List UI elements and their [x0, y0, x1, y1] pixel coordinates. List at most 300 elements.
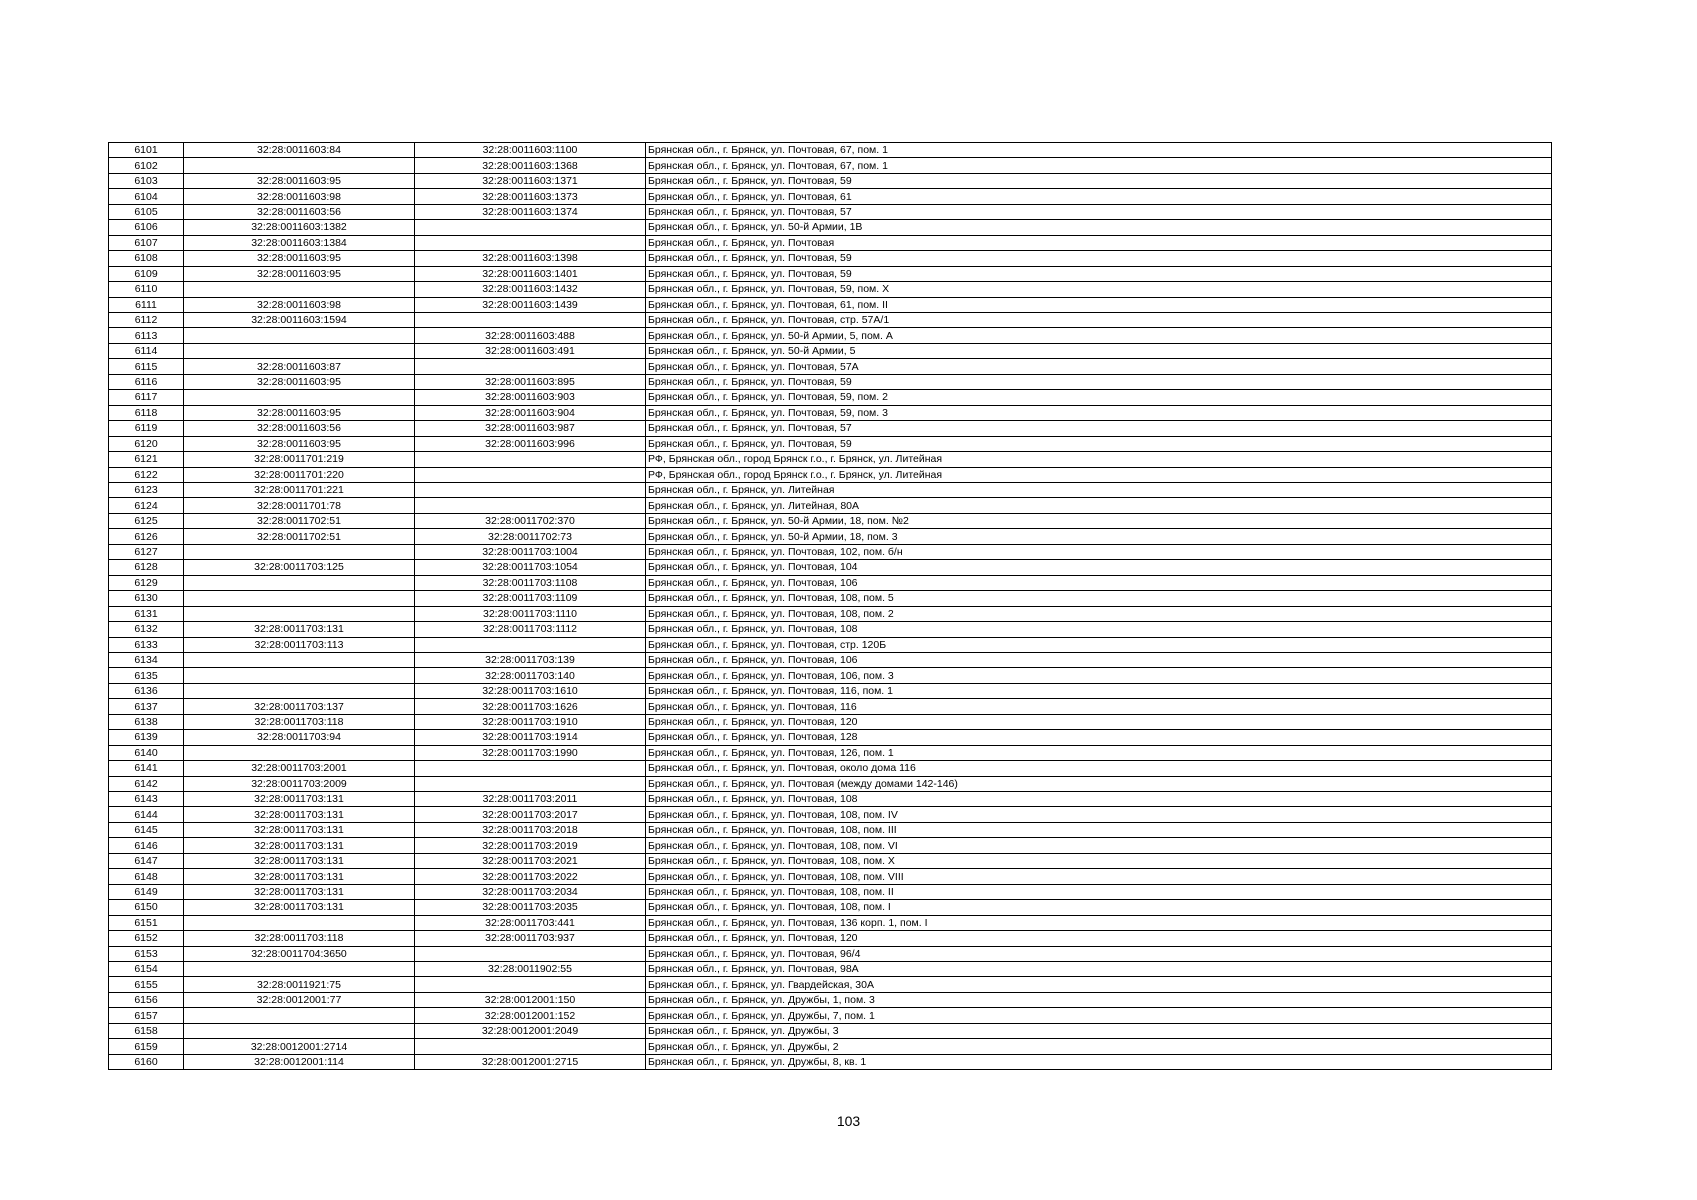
row-number-cell: 6114	[109, 343, 184, 358]
address-cell: Брянская обл., г. Брянск, ул. Почтовая, 108, пом. I	[646, 900, 1552, 915]
row-number-cell: 6125	[109, 513, 184, 528]
table-row	[109, 1023, 1552, 1038]
land-cadastral-number-cell: 32:28:0011703:2009	[184, 776, 415, 791]
land-cadastral-number-cell: 32:28:0012001:114	[184, 1054, 415, 1069]
object-cadastral-number-cell	[415, 776, 646, 791]
table-row	[109, 374, 1552, 389]
row-number-cell: 6121	[109, 452, 184, 467]
land-cadastral-number-cell: 32:28:0011703:94	[184, 730, 415, 745]
land-cadastral-number-cell: 32:28:0011703:131	[184, 838, 415, 853]
land-cadastral-number-cell: 32:28:0011603:84	[184, 143, 415, 158]
land-cadastral-number-cell	[184, 915, 415, 930]
object-cadastral-number-cell	[415, 235, 646, 250]
object-cadastral-number-cell: 32:28:0012001:2049	[415, 1023, 646, 1038]
address-cell: Брянская обл., г. Брянск, ул. Почтовая, 108, пом. VIII	[646, 869, 1552, 884]
object-cadastral-number-cell: 32:28:0011703:441	[415, 915, 646, 930]
row-number-cell: 6124	[109, 498, 184, 513]
object-cadastral-number-cell: 32:28:0011703:1610	[415, 683, 646, 698]
table-row	[109, 946, 1552, 961]
address-cell: Брянская обл., г. Брянск, ул. Почтовая, 67, пом. 1	[646, 143, 1552, 158]
table-row	[109, 652, 1552, 667]
address-cell: Брянская обл., г. Брянск, ул. Почтовая, 59	[646, 436, 1552, 451]
address-cell: Брянская обл., г. Брянск, ул. Почтовая, 108, пом. VI	[646, 838, 1552, 853]
land-cadastral-number-cell: 32:28:0011701:219	[184, 452, 415, 467]
table-row	[109, 513, 1552, 528]
address-cell: Брянская обл., г. Брянск, ул. Почтовая, 61	[646, 189, 1552, 204]
table-row	[109, 606, 1552, 621]
table-row	[109, 297, 1552, 312]
table-row	[109, 1054, 1552, 1069]
address-cell: Брянская обл., г. Брянск, ул. Почтовая, 120	[646, 931, 1552, 946]
object-cadastral-number-cell	[415, 220, 646, 235]
row-number-cell: 6101	[109, 143, 184, 158]
table-row	[109, 173, 1552, 188]
row-number-cell: 6157	[109, 1008, 184, 1023]
row-number-cell: 6146	[109, 838, 184, 853]
row-number-cell: 6119	[109, 421, 184, 436]
row-number-cell: 6148	[109, 869, 184, 884]
address-cell: Брянская обл., г. Брянск, ул. Почтовая, 106	[646, 652, 1552, 667]
address-cell: Брянская обл., г. Брянск, ул. Почтовая, 106, пом. 3	[646, 668, 1552, 683]
land-cadastral-number-cell: 32:28:0011703:131	[184, 853, 415, 868]
land-cadastral-number-cell: 32:28:0011603:56	[184, 421, 415, 436]
object-cadastral-number-cell: 32:28:0011703:1626	[415, 699, 646, 714]
object-cadastral-number-cell: 32:28:0011703:1112	[415, 622, 646, 637]
row-number-cell: 6140	[109, 745, 184, 760]
row-number-cell: 6147	[109, 853, 184, 868]
object-cadastral-number-cell: 32:28:0011603:895	[415, 374, 646, 389]
address-cell: Брянская обл., г. Брянск, ул. Почтовая, 108	[646, 622, 1552, 637]
address-cell: Брянская обл., г. Брянск, ул. Почтовая, 108, пом. III	[646, 822, 1552, 837]
object-cadastral-number-cell: 32:28:0011703:1914	[415, 730, 646, 745]
table-row	[109, 884, 1552, 899]
land-cadastral-number-cell	[184, 1023, 415, 1038]
address-cell: Брянская обл., г. Брянск, ул. Почтовая, 59	[646, 374, 1552, 389]
address-cell: Брянская обл., г. Брянск, ул. Почтовая, 136 корп. 1, пом. I	[646, 915, 1552, 930]
land-cadastral-number-cell: 32:28:0011703:131	[184, 884, 415, 899]
land-cadastral-number-cell: 32:28:0011703:125	[184, 560, 415, 575]
table-row	[109, 498, 1552, 513]
address-cell: РФ, Брянская обл., город Брянск г.о., г. Брянск, ул. Литейная	[646, 452, 1552, 467]
table-row	[109, 714, 1552, 729]
land-cadastral-number-cell: 32:28:0011702:51	[184, 529, 415, 544]
land-cadastral-number-cell: 32:28:0012001:2714	[184, 1039, 415, 1054]
address-cell: Брянская обл., г. Брянск, ул. Почтовая, 104	[646, 560, 1552, 575]
object-cadastral-number-cell: 32:28:0011603:1100	[415, 143, 646, 158]
row-number-cell: 6110	[109, 282, 184, 297]
land-cadastral-number-cell: 32:28:0011704:3650	[184, 946, 415, 961]
address-cell: Брянская обл., г. Брянск, ул. Почтовая, 102, пом. б/н	[646, 544, 1552, 559]
land-cadastral-number-cell: 32:28:0011603:95	[184, 251, 415, 266]
row-number-cell: 6134	[109, 652, 184, 667]
address-cell: Брянская обл., г. Брянск, ул. Почтовая, 59, пом. X	[646, 282, 1552, 297]
address-cell: Брянская обл., г. Брянск, ул. Гвардейская, 30А	[646, 977, 1552, 992]
land-cadastral-number-cell: 32:28:0011603:98	[184, 189, 415, 204]
row-number-cell: 6122	[109, 467, 184, 482]
address-cell: Брянская обл., г. Брянск, ул. Почтовая, 59, пом. 2	[646, 390, 1552, 405]
land-cadastral-number-cell: 32:28:0011703:113	[184, 637, 415, 652]
table-row	[109, 591, 1552, 606]
land-cadastral-number-cell	[184, 683, 415, 698]
row-number-cell: 6123	[109, 482, 184, 497]
address-cell: Брянская обл., г. Брянск, ул. Почтовая, 108, пом. X	[646, 853, 1552, 868]
row-number-cell: 6138	[109, 714, 184, 729]
row-number-cell: 6113	[109, 328, 184, 343]
object-cadastral-number-cell: 32:28:0011703:2021	[415, 853, 646, 868]
land-cadastral-number-cell: 32:28:0011603:95	[184, 436, 415, 451]
address-cell: Брянская обл., г. Брянск, ул. Почтовая, 59, пом. 3	[646, 405, 1552, 420]
address-cell: Брянская обл., г. Брянск, ул. Дружбы, 1, пом. 3	[646, 992, 1552, 1007]
row-number-cell: 6142	[109, 776, 184, 791]
row-number-cell: 6126	[109, 529, 184, 544]
address-cell: Брянская обл., г. Брянск, ул. Почтовая, 108, пом. 5	[646, 591, 1552, 606]
land-cadastral-number-cell: 32:28:0011603:95	[184, 266, 415, 281]
address-cell: Брянская обл., г. Брянск, ул. Литейная	[646, 482, 1552, 497]
land-cadastral-number-cell: 32:28:0011703:131	[184, 900, 415, 915]
registry-table	[108, 142, 1552, 1070]
address-cell: Брянская обл., г. Брянск, ул. Почтовая, стр. 120Б	[646, 637, 1552, 652]
row-number-cell: 6107	[109, 235, 184, 250]
object-cadastral-number-cell	[415, 467, 646, 482]
object-cadastral-number-cell	[415, 977, 646, 992]
address-cell: Брянская обл., г. Брянск, ул. Почтовая, 128	[646, 730, 1552, 745]
table-row	[109, 143, 1552, 158]
address-cell: Брянская обл., г. Брянск, ул. Почтовая, 59	[646, 173, 1552, 188]
land-cadastral-number-cell	[184, 282, 415, 297]
row-number-cell: 6117	[109, 390, 184, 405]
row-number-cell: 6144	[109, 807, 184, 822]
table-row	[109, 544, 1552, 559]
row-number-cell: 6112	[109, 312, 184, 327]
table-row	[109, 915, 1552, 930]
table-row	[109, 622, 1552, 637]
address-cell: Брянская обл., г. Брянск, ул. Почтовая, 57	[646, 421, 1552, 436]
table-row	[109, 482, 1552, 497]
land-cadastral-number-cell: 32:28:0011701:221	[184, 482, 415, 497]
object-cadastral-number-cell	[415, 1039, 646, 1054]
address-cell: Брянская обл., г. Брянск, ул. 50-й Армии, 5, пом. А	[646, 328, 1552, 343]
table-row	[109, 668, 1552, 683]
land-cadastral-number-cell	[184, 591, 415, 606]
address-cell: Брянская обл., г. Брянск, ул. Почтовая, 57	[646, 204, 1552, 219]
table-row	[109, 962, 1552, 977]
row-number-cell: 6133	[109, 637, 184, 652]
row-number-cell: 6131	[109, 606, 184, 621]
land-cadastral-number-cell	[184, 544, 415, 559]
row-number-cell: 6115	[109, 359, 184, 374]
address-cell: Брянская обл., г. Брянск, ул. Дружбы, 7, пом. 1	[646, 1008, 1552, 1023]
object-cadastral-number-cell: 32:28:0011603:1371	[415, 173, 646, 188]
land-cadastral-number-cell: 32:28:0012001:77	[184, 992, 415, 1007]
table-row	[109, 266, 1552, 281]
table-row	[109, 421, 1552, 436]
land-cadastral-number-cell: 32:28:0011603:98	[184, 297, 415, 312]
row-number-cell: 6132	[109, 622, 184, 637]
land-cadastral-number-cell	[184, 575, 415, 590]
row-number-cell: 6130	[109, 591, 184, 606]
row-number-cell: 6109	[109, 266, 184, 281]
object-cadastral-number-cell: 32:28:0011703:2022	[415, 869, 646, 884]
object-cadastral-number-cell: 32:28:0011703:139	[415, 652, 646, 667]
row-number-cell: 6159	[109, 1039, 184, 1054]
object-cadastral-number-cell: 32:28:0011603:488	[415, 328, 646, 343]
row-number-cell: 6105	[109, 204, 184, 219]
land-cadastral-number-cell: 32:28:0011703:2001	[184, 761, 415, 776]
address-cell: Брянская обл., г. Брянск, ул. Почтовая, 126, пом. 1	[646, 745, 1552, 760]
land-cadastral-number-cell: 32:28:0011701:220	[184, 467, 415, 482]
row-number-cell: 6152	[109, 931, 184, 946]
object-cadastral-number-cell	[415, 946, 646, 961]
table-row	[109, 575, 1552, 590]
address-cell: Брянская обл., г. Брянск, ул. 50-й Армии, 5	[646, 343, 1552, 358]
land-cadastral-number-cell	[184, 343, 415, 358]
table-row	[109, 343, 1552, 358]
table-row	[109, 390, 1552, 405]
object-cadastral-number-cell: 32:28:0011703:1910	[415, 714, 646, 729]
table-row	[109, 467, 1552, 482]
table-row	[109, 436, 1552, 451]
row-number-cell: 6160	[109, 1054, 184, 1069]
address-cell: Брянская обл., г. Брянск, ул. Почтовая, 61, пом. II	[646, 297, 1552, 312]
land-cadastral-number-cell: 32:28:0011703:118	[184, 931, 415, 946]
land-cadastral-number-cell	[184, 158, 415, 173]
object-cadastral-number-cell: 32:28:0012001:152	[415, 1008, 646, 1023]
table-row	[109, 235, 1552, 250]
row-number-cell: 6129	[109, 575, 184, 590]
object-cadastral-number-cell: 32:28:0011703:2017	[415, 807, 646, 822]
table-row	[109, 452, 1552, 467]
table-row	[109, 359, 1552, 374]
object-cadastral-number-cell: 32:28:0011703:1004	[415, 544, 646, 559]
address-cell: Брянская обл., г. Брянск, ул. Почтовая, 67, пом. 1	[646, 158, 1552, 173]
row-number-cell: 6102	[109, 158, 184, 173]
table-row	[109, 992, 1552, 1007]
object-cadastral-number-cell: 32:28:0011603:1398	[415, 251, 646, 266]
land-cadastral-number-cell: 32:28:0011703:131	[184, 622, 415, 637]
row-number-cell: 6120	[109, 436, 184, 451]
row-number-cell: 6135	[109, 668, 184, 683]
table-row	[109, 900, 1552, 915]
address-cell: Брянская обл., г. Брянск, ул. Дружбы, 8, кв. 1	[646, 1054, 1552, 1069]
object-cadastral-number-cell: 32:28:0011603:987	[415, 421, 646, 436]
land-cadastral-number-cell: 32:28:0011921:75	[184, 977, 415, 992]
land-cadastral-number-cell: 32:28:0011703:118	[184, 714, 415, 729]
registry-table-body	[109, 143, 1552, 1070]
address-cell: Брянская обл., г. Брянск, ул. Почтовая, 98А	[646, 962, 1552, 977]
table-row	[109, 869, 1552, 884]
object-cadastral-number-cell: 32:28:0011703:937	[415, 931, 646, 946]
table-row	[109, 792, 1552, 807]
row-number-cell: 6149	[109, 884, 184, 899]
table-row	[109, 699, 1552, 714]
object-cadastral-number-cell: 32:28:0011603:996	[415, 436, 646, 451]
address-cell: Брянская обл., г. Брянск, ул. 50-й Армии, 18, пом. 3	[646, 529, 1552, 544]
land-cadastral-number-cell	[184, 745, 415, 760]
land-cadastral-number-cell	[184, 390, 415, 405]
table-row	[109, 1008, 1552, 1023]
object-cadastral-number-cell: 32:28:0011703:2019	[415, 838, 646, 853]
land-cadastral-number-cell	[184, 606, 415, 621]
object-cadastral-number-cell	[415, 637, 646, 652]
land-cadastral-number-cell: 32:28:0011703:137	[184, 699, 415, 714]
row-number-cell: 6137	[109, 699, 184, 714]
table-row	[109, 761, 1552, 776]
table-row	[109, 158, 1552, 173]
row-number-cell: 6139	[109, 730, 184, 745]
object-cadastral-number-cell	[415, 312, 646, 327]
address-cell: Брянская обл., г. Брянск, ул. 50-й Армии, 1В	[646, 220, 1552, 235]
address-cell: Брянская обл., г. Брянск, ул. Почтовая, 108	[646, 792, 1552, 807]
object-cadastral-number-cell: 32:28:0011603:1368	[415, 158, 646, 173]
row-number-cell: 6136	[109, 683, 184, 698]
address-cell: Брянская обл., г. Брянск, ул. Почтовая	[646, 235, 1552, 250]
row-number-cell: 6106	[109, 220, 184, 235]
table-row	[109, 312, 1552, 327]
land-cadastral-number-cell	[184, 962, 415, 977]
row-number-cell: 6103	[109, 173, 184, 188]
row-number-cell: 6118	[109, 405, 184, 420]
table-row	[109, 189, 1552, 204]
object-cadastral-number-cell: 32:28:0011603:904	[415, 405, 646, 420]
object-cadastral-number-cell	[415, 482, 646, 497]
object-cadastral-number-cell: 32:28:0012001:2715	[415, 1054, 646, 1069]
object-cadastral-number-cell: 32:28:0011703:1054	[415, 560, 646, 575]
object-cadastral-number-cell: 32:28:0011603:1374	[415, 204, 646, 219]
row-number-cell: 6151	[109, 915, 184, 930]
table-row	[109, 220, 1552, 235]
address-cell: Брянская обл., г. Брянск, ул. Почтовая, 59	[646, 251, 1552, 266]
object-cadastral-number-cell: 32:28:0011603:1432	[415, 282, 646, 297]
land-cadastral-number-cell: 32:28:0011603:1594	[184, 312, 415, 327]
address-cell: Брянская обл., г. Брянск, ул. Почтовая, 116	[646, 699, 1552, 714]
row-number-cell: 6150	[109, 900, 184, 915]
row-number-cell: 6158	[109, 1023, 184, 1038]
object-cadastral-number-cell: 32:28:0011603:1373	[415, 189, 646, 204]
object-cadastral-number-cell	[415, 761, 646, 776]
table-row	[109, 838, 1552, 853]
object-cadastral-number-cell: 32:28:0011603:1439	[415, 297, 646, 312]
table-row	[109, 822, 1552, 837]
object-cadastral-number-cell: 32:28:0012001:150	[415, 992, 646, 1007]
address-cell: Брянская обл., г. Брянск, ул. Почтовая, 108, пом. IV	[646, 807, 1552, 822]
object-cadastral-number-cell: 32:28:0011703:1108	[415, 575, 646, 590]
row-number-cell: 6108	[109, 251, 184, 266]
table-row	[109, 977, 1552, 992]
land-cadastral-number-cell: 32:28:0011703:131	[184, 822, 415, 837]
address-cell: Брянская обл., г. Брянск, ул. Почтовая (между домами 142-146)	[646, 776, 1552, 791]
table-row	[109, 204, 1552, 219]
table-row	[109, 745, 1552, 760]
land-cadastral-number-cell: 32:28:0011603:95	[184, 405, 415, 420]
land-cadastral-number-cell	[184, 1008, 415, 1023]
address-cell: Брянская обл., г. Брянск, ул. Почтовая, 59	[646, 266, 1552, 281]
table-row	[109, 853, 1552, 868]
object-cadastral-number-cell: 32:28:0011603:491	[415, 343, 646, 358]
object-cadastral-number-cell: 32:28:0011703:1109	[415, 591, 646, 606]
address-cell: Брянская обл., г. Брянск, ул. Почтовая, 57А	[646, 359, 1552, 374]
land-cadastral-number-cell: 32:28:0011603:1384	[184, 235, 415, 250]
land-cadastral-number-cell: 32:28:0011603:95	[184, 173, 415, 188]
land-cadastral-number-cell	[184, 652, 415, 667]
land-cadastral-number-cell: 32:28:0011701:78	[184, 498, 415, 513]
object-cadastral-number-cell: 32:28:0011702:370	[415, 513, 646, 528]
address-cell: Брянская обл., г. Брянск, ул. Почтовая, 106	[646, 575, 1552, 590]
address-cell: Брянская обл., г. Брянск, ул. Почтовая, около дома 116	[646, 761, 1552, 776]
land-cadastral-number-cell: 32:28:0011703:131	[184, 869, 415, 884]
land-cadastral-number-cell	[184, 328, 415, 343]
address-cell: Брянская обл., г. Брянск, ул. Почтовая, 120	[646, 714, 1552, 729]
table-row	[109, 730, 1552, 745]
row-number-cell: 6127	[109, 544, 184, 559]
address-cell: Брянская обл., г. Брянск, ул. Почтовая, 96/4	[646, 946, 1552, 961]
row-number-cell: 6104	[109, 189, 184, 204]
land-cadastral-number-cell: 32:28:0011603:87	[184, 359, 415, 374]
row-number-cell: 6141	[109, 761, 184, 776]
object-cadastral-number-cell: 32:28:0011902:55	[415, 962, 646, 977]
address-cell: Брянская обл., г. Брянск, ул. Литейная, 80А	[646, 498, 1552, 513]
object-cadastral-number-cell: 32:28:0011703:140	[415, 668, 646, 683]
object-cadastral-number-cell: 32:28:0011702:73	[415, 529, 646, 544]
object-cadastral-number-cell: 32:28:0011703:2018	[415, 822, 646, 837]
address-cell: РФ, Брянская обл., город Брянск г.о., г. Брянск, ул. Литейная	[646, 467, 1552, 482]
land-cadastral-number-cell	[184, 668, 415, 683]
address-cell: Брянская обл., г. Брянск, ул. Почтовая, 116, пом. 1	[646, 683, 1552, 698]
address-cell: Брянская обл., г. Брянск, ул. 50-й Армии, 18, пом. №2	[646, 513, 1552, 528]
address-cell: Брянская обл., г. Брянск, ул. Дружбы, 3	[646, 1023, 1552, 1038]
address-cell: Брянская обл., г. Брянск, ул. Почтовая, стр. 57А/1	[646, 312, 1552, 327]
table-row	[109, 405, 1552, 420]
table-row	[109, 251, 1552, 266]
row-number-cell: 6145	[109, 822, 184, 837]
address-cell: Брянская обл., г. Брянск, ул. Почтовая, 108, пом. II	[646, 884, 1552, 899]
table-row	[109, 529, 1552, 544]
object-cadastral-number-cell: 32:28:0011703:2011	[415, 792, 646, 807]
row-number-cell: 6111	[109, 297, 184, 312]
table-row	[109, 683, 1552, 698]
table-row	[109, 807, 1552, 822]
address-cell: Брянская обл., г. Брянск, ул. Почтовая, 108, пом. 2	[646, 606, 1552, 621]
row-number-cell: 6153	[109, 946, 184, 961]
object-cadastral-number-cell	[415, 359, 646, 374]
land-cadastral-number-cell: 32:28:0011703:131	[184, 792, 415, 807]
land-cadastral-number-cell: 32:28:0011703:131	[184, 807, 415, 822]
row-number-cell: 6156	[109, 992, 184, 1007]
land-cadastral-number-cell: 32:28:0011702:51	[184, 513, 415, 528]
row-number-cell: 6128	[109, 560, 184, 575]
land-cadastral-number-cell: 32:28:0011603:56	[184, 204, 415, 219]
table-row	[109, 328, 1552, 343]
address-cell: Брянская обл., г. Брянск, ул. Дружбы, 2	[646, 1039, 1552, 1054]
object-cadastral-number-cell: 32:28:0011703:1990	[415, 745, 646, 760]
row-number-cell: 6154	[109, 962, 184, 977]
object-cadastral-number-cell	[415, 452, 646, 467]
object-cadastral-number-cell: 32:28:0011703:2034	[415, 884, 646, 899]
land-cadastral-number-cell: 32:28:0011603:1382	[184, 220, 415, 235]
row-number-cell: 6155	[109, 977, 184, 992]
row-number-cell: 6116	[109, 374, 184, 389]
object-cadastral-number-cell: 32:28:0011603:903	[415, 390, 646, 405]
table-row	[109, 637, 1552, 652]
page-number: 103	[836, 1113, 861, 1129]
table-row	[109, 282, 1552, 297]
row-number-cell: 6143	[109, 792, 184, 807]
table-row	[109, 776, 1552, 791]
table-row	[109, 931, 1552, 946]
object-cadastral-number-cell: 32:28:0011603:1401	[415, 266, 646, 281]
object-cadastral-number-cell	[415, 498, 646, 513]
table-row	[109, 560, 1552, 575]
table-row	[109, 1039, 1552, 1054]
